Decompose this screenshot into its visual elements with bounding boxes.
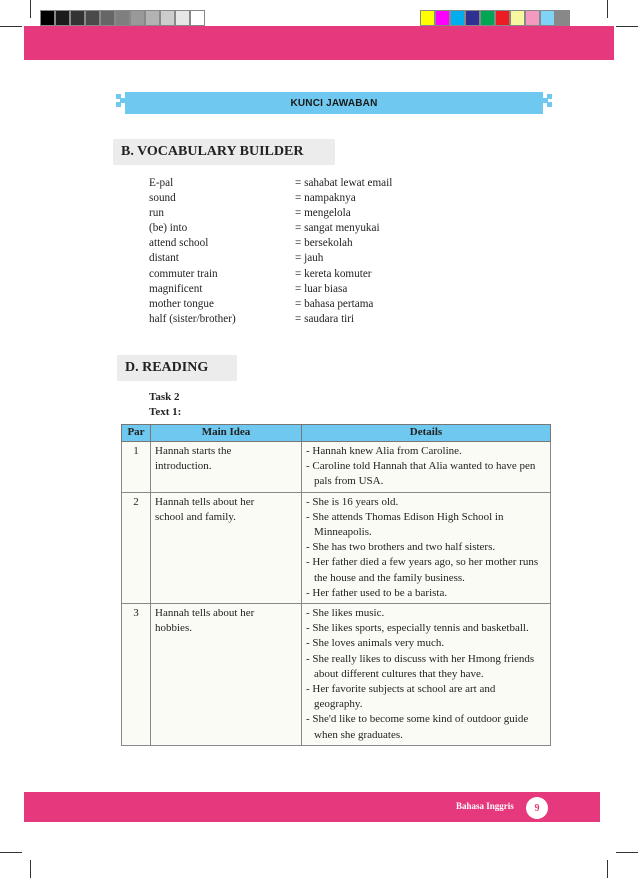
detail-item: - She attends Thomas Edison High School in Minneapolis. bbox=[306, 510, 504, 539]
vocab-term: mother tongue bbox=[149, 297, 214, 310]
table-row bbox=[122, 442, 551, 493]
main-idea-line: Hannah starts the bbox=[155, 445, 232, 457]
vocab-term: half (sister/brother) bbox=[149, 312, 236, 325]
main-idea-line: school and family. bbox=[155, 510, 236, 523]
vocab-row bbox=[149, 176, 392, 191]
task-label: Task 2 bbox=[149, 391, 180, 403]
color-swatch bbox=[420, 10, 435, 26]
color-swatch bbox=[115, 10, 130, 26]
color-swatch bbox=[435, 10, 450, 26]
column-header-details: Details bbox=[302, 425, 551, 442]
color-swatch bbox=[85, 10, 100, 26]
detail-item: - Hannah knew Alia from Caroline. bbox=[306, 445, 462, 457]
detail-item: - She likes sports, especially tennis and basketball. bbox=[306, 622, 529, 635]
details-cell bbox=[302, 604, 551, 746]
answer-key-title: KUNCI JAWABAN bbox=[125, 92, 543, 114]
vocab-meaning: = bahasa pertama bbox=[295, 297, 374, 310]
crop-mark bbox=[30, 0, 31, 18]
color-swatch bbox=[70, 10, 85, 26]
crop-mark bbox=[0, 26, 22, 27]
main-idea-line: Hannah tells about her bbox=[155, 607, 255, 620]
main-idea-cell bbox=[151, 492, 302, 603]
main-idea-line: introduction. bbox=[155, 460, 212, 473]
crop-mark bbox=[0, 852, 22, 853]
text-label: Text 1: bbox=[149, 406, 182, 418]
paragraph-number: 3 bbox=[122, 604, 151, 746]
detail-item: - Her father used to be a barista. bbox=[306, 586, 448, 599]
decoration-square bbox=[543, 98, 548, 103]
vocabulary-list bbox=[149, 176, 392, 327]
crop-mark bbox=[616, 26, 638, 27]
vocabulary-heading: B. VOCABULARY BUILDER bbox=[113, 139, 335, 165]
color-swatch bbox=[525, 10, 540, 26]
crop-mark bbox=[607, 0, 608, 18]
table-row bbox=[122, 604, 551, 746]
details-cell bbox=[302, 492, 551, 603]
vocab-row bbox=[149, 282, 392, 297]
color-swatch bbox=[540, 10, 555, 26]
main-idea-cell bbox=[151, 604, 302, 746]
detail-item: - She'd like to become some kind of outdoor guide when she graduates. bbox=[306, 713, 529, 741]
color-swatch bbox=[160, 10, 175, 26]
vocab-row bbox=[149, 236, 392, 251]
vocab-row bbox=[149, 251, 392, 266]
vocab-meaning: = nampaknya bbox=[295, 192, 356, 205]
vocab-term: (be) into bbox=[149, 222, 188, 235]
detail-item: - She likes music. bbox=[306, 607, 385, 620]
page-number: 9 bbox=[526, 797, 548, 819]
color-swatch bbox=[190, 10, 205, 26]
detail-item: - Her favorite subjects at school are art and geography. bbox=[306, 683, 496, 711]
vocab-meaning: = bersekolah bbox=[295, 237, 353, 250]
color-swatch bbox=[40, 10, 55, 26]
grayscale-color-bar bbox=[40, 10, 205, 26]
vocab-meaning: = sahabat lewat email bbox=[295, 177, 393, 189]
vocab-row bbox=[149, 312, 392, 327]
vocab-meaning: = kereta komuter bbox=[295, 267, 372, 280]
book-title: Bahasa Inggris bbox=[456, 801, 514, 811]
vocab-term: sound bbox=[149, 192, 176, 205]
vocab-meaning: = mengelola bbox=[295, 207, 351, 220]
table-header-row bbox=[122, 425, 551, 442]
table-row bbox=[122, 492, 551, 603]
main-idea-line: hobbies. bbox=[155, 622, 192, 635]
vocab-meaning: = sangat menyukai bbox=[295, 222, 380, 235]
cmyk-color-bar bbox=[420, 10, 570, 26]
details-cell bbox=[302, 442, 551, 493]
color-swatch bbox=[495, 10, 510, 26]
color-swatch bbox=[145, 10, 160, 26]
color-swatch bbox=[100, 10, 115, 26]
detail-item: - She has two brothers and two half sisters. bbox=[306, 541, 496, 554]
header-band bbox=[24, 26, 614, 60]
main-idea-line: Hannah tells about her bbox=[155, 495, 255, 508]
paragraph-number: 1 bbox=[122, 442, 151, 493]
paragraph-number: 2 bbox=[122, 492, 151, 603]
color-swatch bbox=[450, 10, 465, 26]
vocab-term: magnificent bbox=[149, 282, 203, 295]
color-swatch bbox=[55, 10, 70, 26]
detail-item: - She loves animals very much. bbox=[306, 637, 445, 650]
vocab-term: run bbox=[149, 207, 164, 220]
detail-item: - She is 16 years old. bbox=[306, 495, 399, 508]
crop-mark bbox=[616, 852, 638, 853]
color-swatch bbox=[510, 10, 525, 26]
vocab-term: E-pal bbox=[149, 177, 174, 189]
crop-mark bbox=[30, 860, 31, 878]
vocab-meaning: = saudara tiri bbox=[295, 312, 355, 325]
color-swatch bbox=[555, 10, 570, 26]
reading-heading: D. READING bbox=[117, 355, 237, 381]
detail-item: - Her father died a few years ago, so her mother runs the house and the family business. bbox=[306, 556, 539, 584]
column-header-main-idea: Main Idea bbox=[151, 425, 302, 442]
vocab-term: attend school bbox=[149, 237, 209, 250]
detail-item: - Caroline told Hannah that Alia wanted to have pen pals from USA. bbox=[306, 460, 536, 488]
detail-item: - She really likes to discuss with her Hmong friends about different cultures that they have. bbox=[306, 652, 535, 680]
color-swatch bbox=[480, 10, 495, 26]
vocab-term: distant bbox=[149, 252, 179, 265]
vocab-row bbox=[149, 267, 392, 282]
color-swatch bbox=[130, 10, 145, 26]
crop-mark bbox=[607, 860, 608, 878]
reading-table bbox=[121, 424, 551, 746]
vocab-meaning: = luar biasa bbox=[295, 282, 348, 295]
vocab-row bbox=[149, 221, 392, 236]
vocab-row bbox=[149, 191, 392, 206]
color-swatch bbox=[465, 10, 480, 26]
main-idea-cell bbox=[151, 442, 302, 493]
vocab-term: commuter train bbox=[149, 267, 218, 280]
vocab-row bbox=[149, 297, 392, 312]
vocab-meaning: = jauh bbox=[295, 252, 324, 265]
vocab-row bbox=[149, 206, 392, 221]
color-swatch bbox=[175, 10, 190, 26]
column-header-par: Par bbox=[122, 425, 151, 442]
